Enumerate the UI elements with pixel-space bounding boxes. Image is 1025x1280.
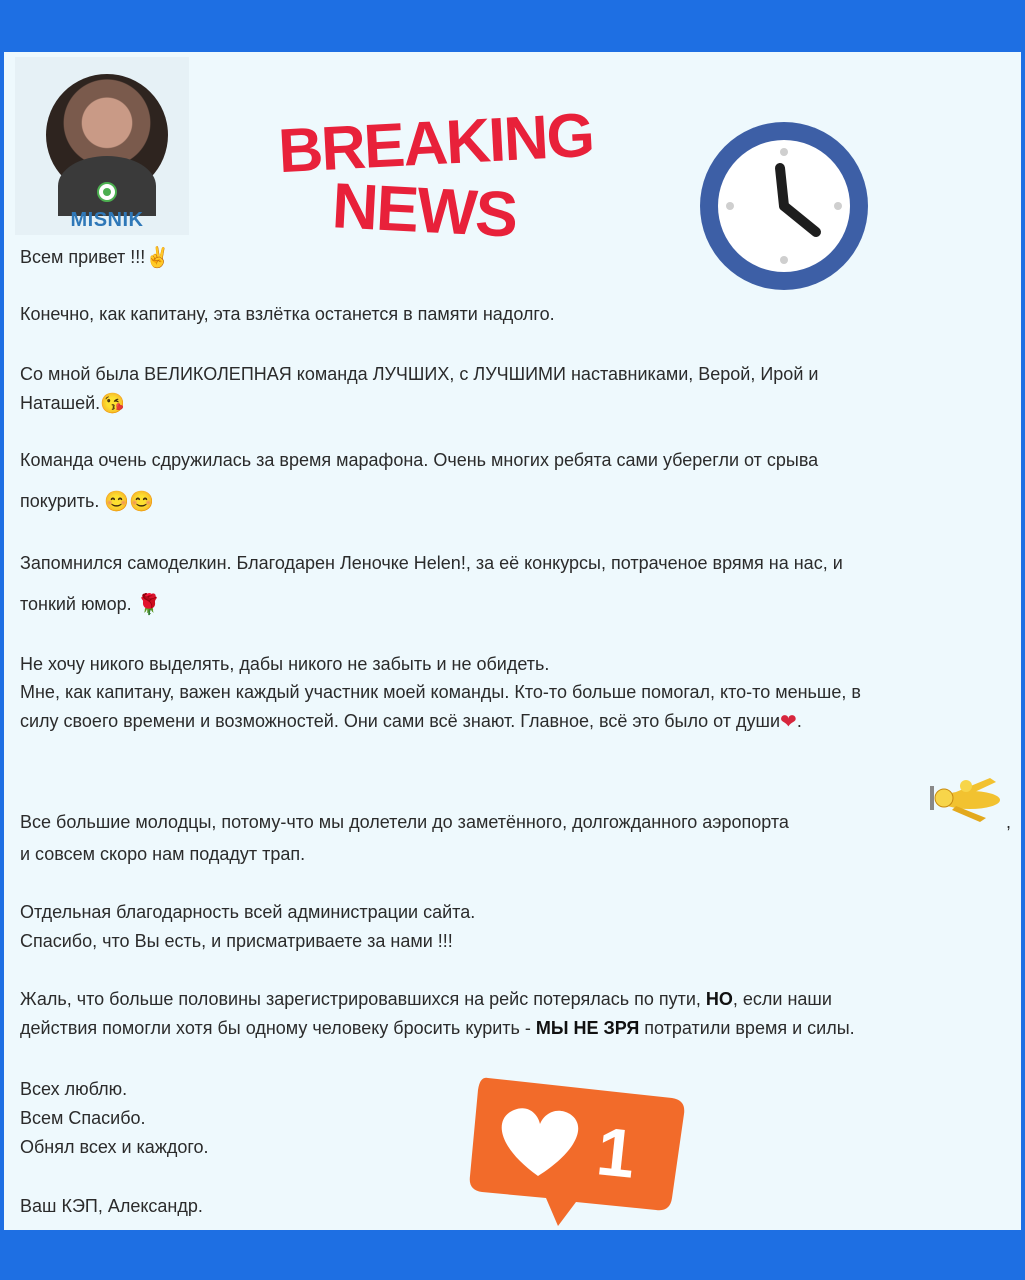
paragraph-5-line-1: Не хочу никого выделять, дабы никого не забыть и не обидеть.	[20, 654, 550, 674]
paragraph-6-line-1	[20, 808, 789, 837]
paragraph-5-end: .	[796, 711, 802, 731]
kiss-emoji: 😘	[100, 392, 126, 415]
closing-line-1: Всех люблю.	[20, 1079, 128, 1099]
paragraph-8-line-2	[20, 1014, 855, 1043]
greeting-text: Всем привет !!!	[20, 247, 146, 267]
online-status-icon	[97, 182, 117, 202]
paragraph-7-line-2: Спасибо, что Вы есть, и присматриваете за нами !!!	[20, 931, 453, 951]
paragraph-6-line-2: и совсем скоро нам подадут трап.	[20, 844, 306, 864]
paragraph-5-text: силу своего времени и возможностей. Они сами всё знают. Главное, всё это было от души	[20, 711, 781, 731]
paragraph-4-text: тонкий юмор.	[20, 594, 132, 614]
paragraph-2-text: Наташей.	[20, 393, 101, 413]
paragraph-8-bold-no: НО	[705, 989, 733, 1009]
avatar[interactable]	[46, 74, 168, 196]
paragraph-5-line-3	[20, 707, 802, 737]
paragraph-5-line-2: Мне, как капитану, важен каждый участник моей команды. Кто-то больше помогал, кто-то меньше, в	[20, 682, 861, 702]
username[interactable]: MISNIK	[70, 209, 144, 231]
hugging-smileys-emoji: 😊😊	[104, 490, 155, 513]
paragraph-8-line-1	[20, 985, 832, 1014]
closing-line-3: Обнял всех и каждого.	[20, 1137, 209, 1157]
paragraph-1: Конечно, как капитану, эта взлётка останется в памяти надолго.	[20, 304, 555, 324]
news-text: NEWS	[330, 169, 518, 251]
paragraph-8-text-d: потратили время и силы.	[639, 1018, 855, 1038]
profile-box[interactable]	[15, 57, 189, 235]
like-count: 1	[593, 1113, 639, 1193]
paragraph-4-line-1: Запомнился самоделкин. Благодарен Леночке Helen!, за её конкурсы, потраченое врямя на нас, и	[20, 553, 843, 573]
paragraph-6-text: Все большие молодцы, потому-что мы долетели до заметённого, долгожданного аэропорта	[20, 812, 789, 832]
paragraph-8-text-a: Жаль, что больше половины зарегистрировавшихся на рейс потерялась по пути,	[20, 989, 706, 1009]
greeting-line	[20, 243, 170, 273]
flower-smiley-emoji: 🌹	[136, 593, 162, 616]
breaking-text: BREAKING	[276, 100, 595, 187]
breaking-news-logo	[276, 92, 595, 252]
paragraph-7-line-1: Отдельная благодарность всей администрации сайта.	[20, 902, 476, 922]
paragraph-2-line-2	[20, 389, 125, 419]
red-heart-emoji: ❤	[780, 710, 797, 733]
paragraph-3-text: покурить.	[20, 491, 100, 511]
paragraph-8-bold-not-in-vain: МЫ НЕ ЗРЯ	[535, 1018, 640, 1038]
paragraph-3-line-2	[20, 487, 154, 517]
signature: Ваш КЭП, Александр.	[20, 1196, 203, 1216]
clock-icon	[692, 114, 876, 298]
closing-line-2: Всем Спасибо.	[20, 1108, 146, 1128]
paragraph-4-line-2	[20, 590, 162, 620]
paragraph-6-comma: ,	[1006, 812, 1012, 832]
paragraph-2-line-1: Со мной была ВЕЛИКОЛЕПНАЯ команда ЛУЧШИХ, с ЛУЧШИМИ наставниками, Верой, Ирой и	[20, 364, 819, 384]
paragraph-3-line-1: Команда очень сдружилась за время марафона. Очень многих ребята сами уберегли от срыва	[20, 450, 819, 470]
paragraph-8-text-b: , если наши	[732, 989, 832, 1009]
airplane-smiley-emoji	[926, 772, 1008, 824]
paragraph-8-text-c: действия помогли хотя бы одному человеку бросить курить -	[20, 1018, 536, 1038]
victory-hand-emoji: ✌	[145, 246, 171, 269]
like-notification-badge	[466, 1058, 688, 1230]
